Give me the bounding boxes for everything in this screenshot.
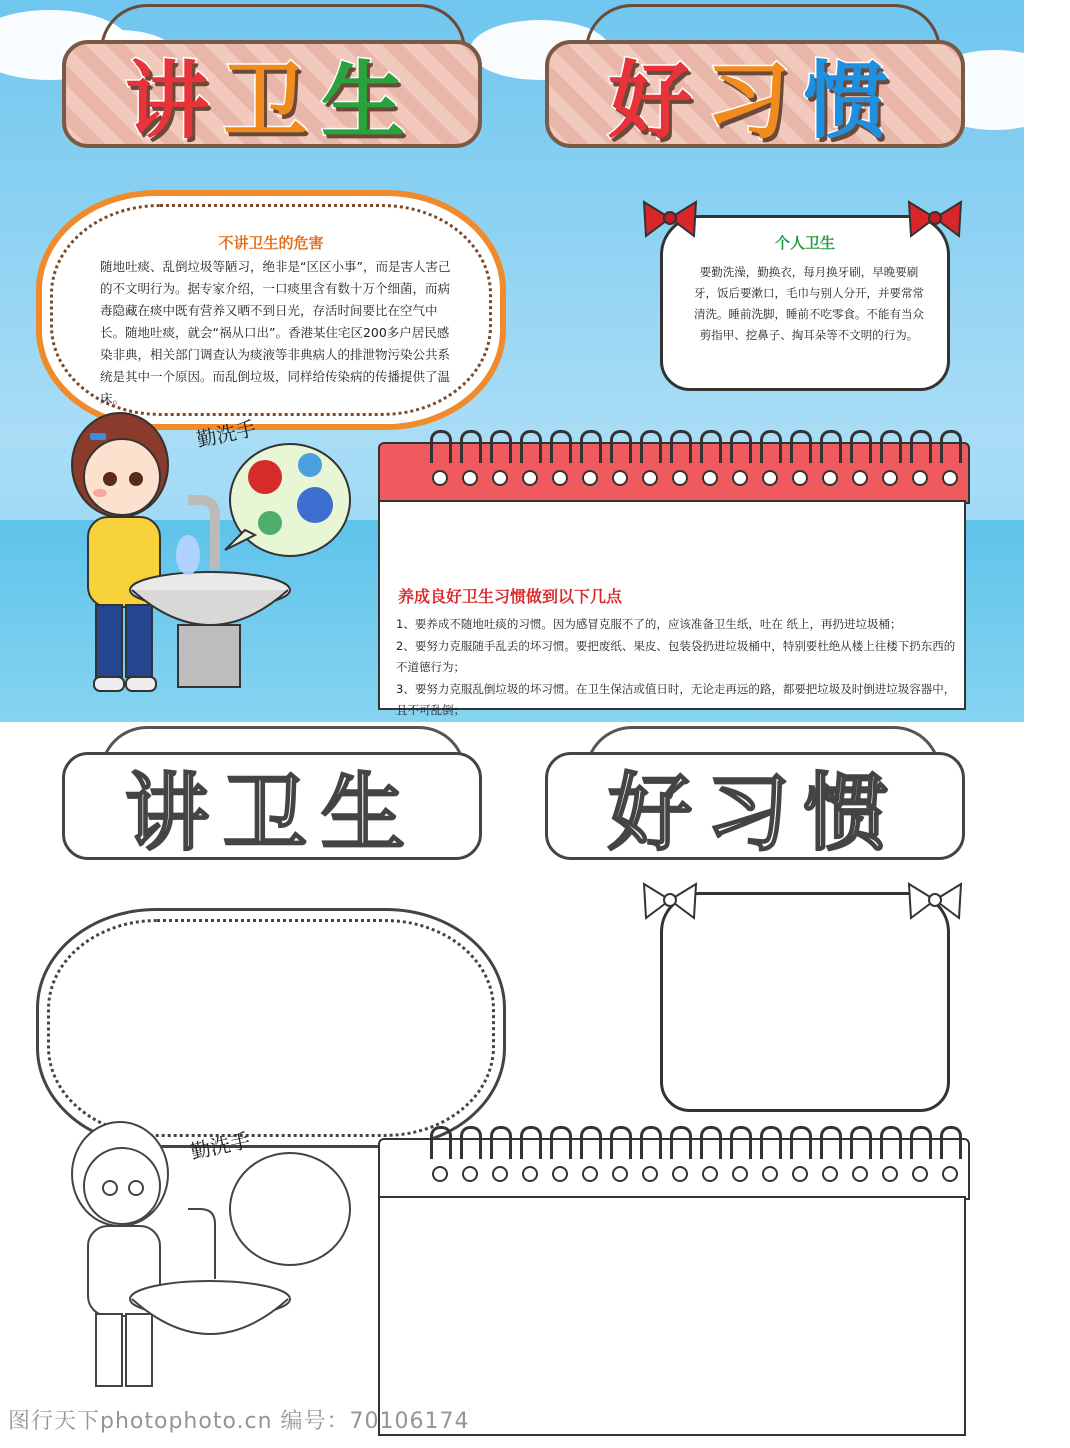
calendar-hole <box>942 1166 958 1182</box>
calendar-ring-icon <box>670 430 692 463</box>
calendar-ring-icon <box>490 430 512 463</box>
outline-title-part1 <box>125 746 419 867</box>
outline-title-sign-left <box>62 752 482 860</box>
calendar-hole <box>492 1166 508 1182</box>
outline-bow-icon <box>905 878 965 922</box>
calendar-hole <box>792 470 808 486</box>
calendar-hole <box>882 1166 898 1182</box>
red-bow-icon <box>905 196 965 240</box>
calendar-hole <box>672 1166 688 1182</box>
calendar-ring-icon <box>640 1126 662 1159</box>
calendar-ring-icon <box>490 1126 512 1159</box>
calendar-hole <box>852 1166 868 1182</box>
title-char: 好 <box>607 51 706 150</box>
outline-cat-box <box>660 892 950 1112</box>
calendar-hole <box>792 1166 808 1182</box>
calendar-hole <box>522 470 538 486</box>
title-char: 卫 <box>222 763 321 862</box>
outline-title-part2 <box>608 746 902 867</box>
calendar-hole <box>432 470 448 486</box>
calendar-ring-icon <box>790 1126 812 1159</box>
calendar-hole <box>612 1166 628 1182</box>
title-char: 卫 <box>222 51 321 150</box>
calendar-hole <box>852 470 868 486</box>
title-char: 惯 <box>804 51 903 150</box>
calendar-ring-icon <box>520 1126 542 1159</box>
calendar-ring-icon <box>460 1126 482 1159</box>
calendar-ring-icon <box>760 1126 782 1159</box>
habits-calendar <box>378 430 978 717</box>
calendar-ring-icon <box>850 1126 872 1159</box>
calendar-ring-icon <box>580 430 602 463</box>
personal-hygiene-box <box>660 215 950 391</box>
calendar-hole <box>462 470 478 486</box>
calendar-ring-icon <box>640 430 662 463</box>
outline-calendar-page <box>378 1196 966 1436</box>
outline-calendar <box>378 1126 978 1436</box>
calendar-ring-icon <box>460 430 482 463</box>
calendar-hole <box>552 470 568 486</box>
title-char: 习 <box>705 763 804 862</box>
calendar-ring-icon <box>790 430 812 463</box>
calendar-hole <box>582 470 598 486</box>
calendar-hole <box>732 470 748 486</box>
calendar-ring-icon <box>820 430 842 463</box>
danger-cloud-box <box>36 190 506 430</box>
wash-hands-label: 勤洗手 <box>194 415 259 452</box>
calendar-ring-icon <box>580 1126 602 1159</box>
calendar-ring-icon <box>730 430 752 463</box>
personal-text: 要勤洗澡，勤换衣，每月换牙刷，早晚要刷牙，饭后要漱口，毛巾与别人分开，并要常常清洗。睡前洗脚，睡前不吃零食。不能有当众剪指甲、挖鼻子、掏耳朵等不文明的行为。 <box>694 265 924 342</box>
calendar-hole <box>642 1166 658 1182</box>
calendar-hole <box>702 1166 718 1182</box>
calendar-hole <box>732 1166 748 1182</box>
calendar-hole <box>912 470 928 486</box>
title-char: 讲 <box>124 763 223 862</box>
calendar-hole <box>522 1166 538 1182</box>
title-part1 <box>125 34 419 155</box>
title-char: 惯 <box>804 763 903 862</box>
calendar-hole <box>672 470 688 486</box>
danger-text: 随地吐痰、乱倒垃圾等陋习，绝非是“区区小事”，而是害人害己的不文明行为。据专家介绍，一口痰里含有数十万个细菌，而病毒隐藏在痰中既有营养又晒不到日光，存活时间要比在空气中长。随地吐痰，就会“祸从口出”。香港某住宅区200多户居民感染非典，相关部门调查认为痰液等非典病人的排泄物污染公共系统是其中一个原因。而乱倒垃圾，同样给传染病的传播提供了温床。 <box>100 259 451 406</box>
red-bow-icon <box>640 196 700 240</box>
dotted-border <box>47 919 495 1137</box>
calendar-ring-icon <box>610 1126 632 1159</box>
calendar-hole <box>642 470 658 486</box>
calendar-ring-icon <box>730 1126 752 1159</box>
calendar-hole <box>552 1166 568 1182</box>
title-sign-left <box>62 40 482 148</box>
calendar-ring-icon <box>670 1126 692 1159</box>
danger-heading: 不讲卫生的危害 <box>218 234 324 252</box>
calendar-ring-icon <box>550 1126 572 1159</box>
calendar-ring-icon <box>760 430 782 463</box>
outline-title-sign-right <box>545 752 965 860</box>
calendar-hole <box>942 470 958 486</box>
calendar-ring-icon <box>700 430 722 463</box>
watermark: 图行天下photophoto.cn 编号：70106174 <box>8 1409 470 1434</box>
title-sign-right <box>545 40 965 148</box>
calendar-hole <box>882 470 898 486</box>
calendar-ring-icon <box>910 430 932 463</box>
title-char: 生 <box>321 51 420 150</box>
calendar-ring-icon <box>880 1126 902 1159</box>
calendar-hole <box>432 1166 448 1182</box>
calendar-ring-icon <box>880 430 902 463</box>
calendar-hole <box>822 470 838 486</box>
calendar-hole <box>492 470 508 486</box>
calendar-ring-icon <box>430 1126 452 1159</box>
outline-cloud-box <box>36 908 506 1148</box>
calendar-hole <box>462 1166 478 1182</box>
calendar-ring-icon <box>430 430 452 463</box>
title-char: 讲 <box>124 51 223 150</box>
calendar-ring-icon <box>520 430 542 463</box>
list-item: 1、要养成不随地吐痰的习惯。因为感冒克服不了的，应该准备卫生纸，吐在 纸上，再扔进垃圾桶； <box>396 617 902 631</box>
list-item: 2、要努力克服随手乱丢的坏习惯。要把废纸、果皮、包装袋扔进垃圾桶中，特别要杜绝从楼上往楼下扔东西的不道德行为； <box>396 638 956 674</box>
calendar-ring-icon <box>940 1126 962 1159</box>
personal-heading: 个人卫生 <box>774 234 835 252</box>
calendar-page <box>378 500 966 717</box>
calendar-ring-icon <box>850 430 872 463</box>
calendar-hole <box>582 1166 598 1182</box>
calendar-hole <box>702 470 718 486</box>
calendar-ring-icon <box>820 1126 842 1159</box>
title-char: 生 <box>321 763 420 862</box>
calendar-ring-icon <box>610 430 632 463</box>
calendar-hole <box>762 1166 778 1182</box>
title-char: 习 <box>705 51 804 150</box>
title-part2 <box>608 34 902 155</box>
calendar-hole <box>822 1166 838 1182</box>
calendar-ring-icon <box>910 1126 932 1159</box>
habits-heading: 养成良好卫生习惯做到以下几点 <box>398 587 623 606</box>
calendar-hole <box>762 470 778 486</box>
calendar-hole <box>612 470 628 486</box>
calendar-ring-icon <box>550 430 572 463</box>
list-item: 3、要努力克服乱倒垃圾的坏习惯。在卫生保洁或值日时，无论走再远的路，都要把垃圾及时倒进垃圾容器中，且不可乱倒； <box>396 681 956 717</box>
outline-poster <box>0 722 1024 1448</box>
calendar-ring-icon <box>940 430 962 463</box>
calendar-ring-icon <box>700 1126 722 1159</box>
outline-bow-icon <box>640 878 700 922</box>
title-char: 好 <box>607 763 706 862</box>
colored-poster <box>0 0 1024 722</box>
outline-wash-hands-label: 勤洗手 <box>188 1127 253 1164</box>
calendar-hole <box>912 1166 928 1182</box>
